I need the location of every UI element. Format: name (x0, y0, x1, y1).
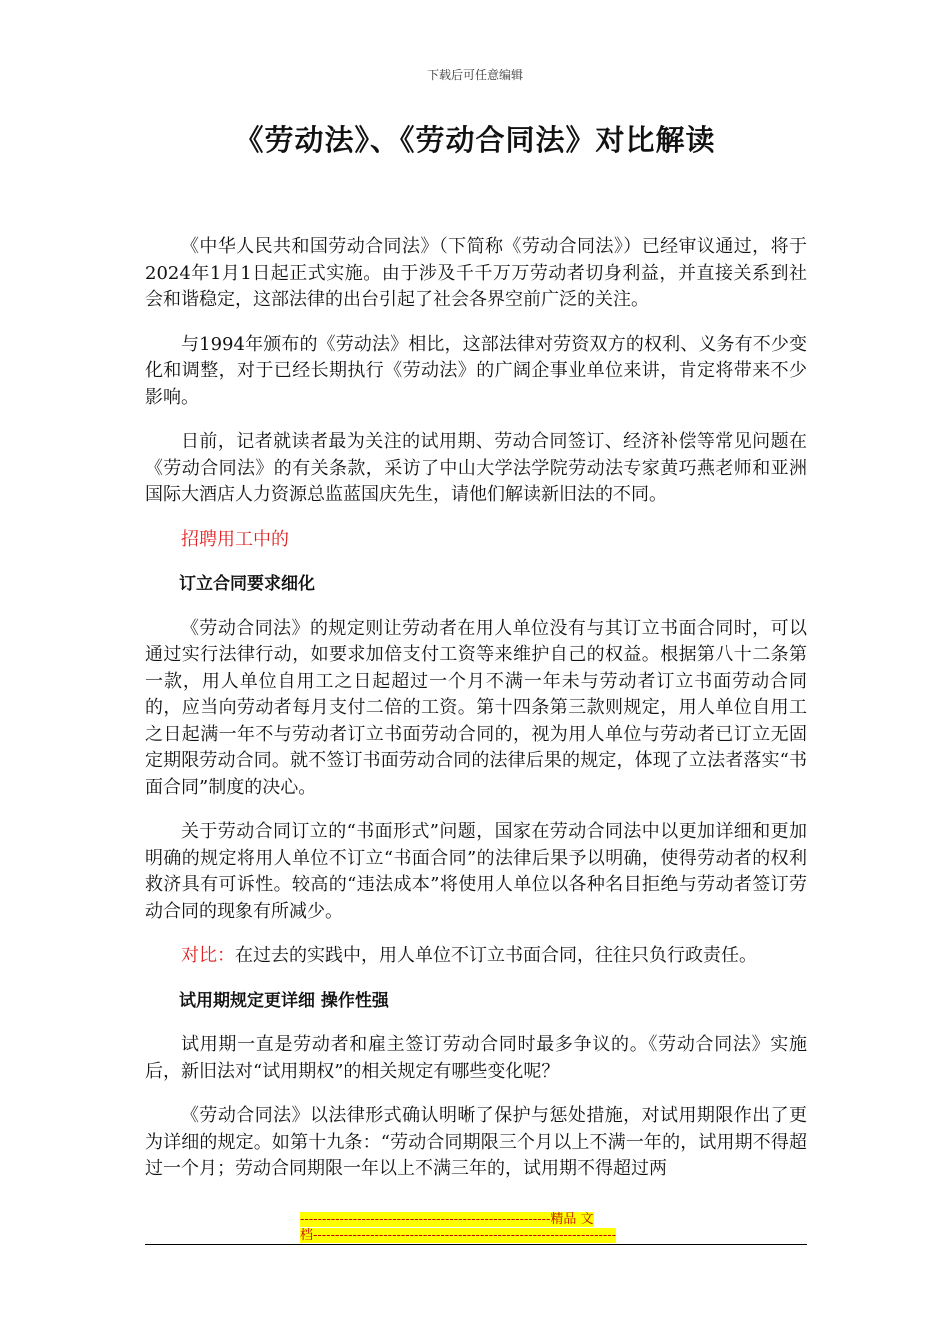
paragraph-contract-rules: 《劳动合同法》的规定则让劳动者在用人单位没有与其订立书面合同时，可以通过实行法律行动，如要求加倍支付工资等来维护自己的权益。根据第八十二条第一款，用人单位自用工之日起超过一个月不满一年未与劳动者订立书面劳动合同的，应当向劳动者每月支付二倍的工资。第十四条第三款则规定，用人单位自用工之日起满一年不与劳动者订立书面劳动合同的，视为用人单位与劳动者已订立无固定期限劳动合同。就不签订书面劳动合同的法律后果的规定，体现了立法者落实“书面合同”制度的决心。 (145, 617, 807, 798)
header-note: 下载后可任意编辑 (426, 68, 523, 82)
paragraph-interview: 日前，记者就读者最为关注的试用期、劳动合同签订、经济补偿等常见问题在《劳动合同法》的有关条款，采访了中山大学法学院劳动法专家黄巧燕老师和亚洲国际大酒店人力资源总监蓝国庆先生，请他们解读新旧法的不同。 (145, 431, 807, 505)
footer-watermark (300, 1212, 650, 1244)
footer-line-1: ---------------------------------------------------------精品 文 (300, 1212, 594, 1227)
document-body (145, 234, 807, 1201)
paragraph-compare (145, 943, 807, 970)
compare-label: 对比： (181, 945, 235, 966)
footer-line-2: 档--------------------------------------------------------------------- (300, 1228, 617, 1243)
paragraph-comparison: 与1994年颁布的《劳动法》相比，这部法律对劳资双方的权利、义务有不少变化和调整，对于已经长期执行《劳动法》的广阔企事业单位来讲，肯定将带来不少影响。 (145, 333, 807, 408)
paragraph-probation-detail: 《劳动合同法》以法律形式确认明晰了保护与惩处措施，对试用期限作出了更为详细的规定。如第十九条：“劳动合同期限三个月以上不满一年的，试用期不得超过一个月；劳动合同期限一年以上不满三年的，试用期不得超过两 (145, 1105, 807, 1179)
paragraph-intro: 《中华人民共和国劳动合同法》（下简称《劳动合同法》）已经审议通过，将于2024年1月1日起正式实施。由于涉及千千万万劳动者切身利益，并直接关系到社会和谐稳定，这部法律的出台引起了社会各界空前广泛的关注。 (145, 236, 807, 310)
compare-text: 在过去的实践中，用人单位不订立书面合同，往往只负行政责任。 (235, 945, 757, 966)
document-title: 《劳动法》、《劳动合同法》对比解读 (234, 123, 716, 157)
footer-divider (145, 1244, 807, 1245)
paragraph-probation-intro: 试用期一直是劳动者和雇主签订劳动合同时最多争议的。《劳动合同法》实施后，新旧法对“试用期权”的相关规定有哪些变化呢？ (145, 1034, 807, 1082)
paragraph-written-form: 关于劳动合同订立的“书面形式”问题，国家在劳动合同法中以更加详细和更加明确的规定将用人单位不订立“书面合同”的法律后果予以明确，使得劳动者的权利救济具有可诉性。较高的“违法成本”将使用人单位以各种名目拒绝与劳动者签订劳动合同的现象有所减少。 (145, 821, 807, 922)
section-heading-contract: 订立合同要求细化 (179, 574, 315, 594)
section-heading-probation: 试用期规定更详细 操作性强 (179, 990, 389, 1011)
section-label-red: 招聘用工中的 (181, 528, 289, 550)
